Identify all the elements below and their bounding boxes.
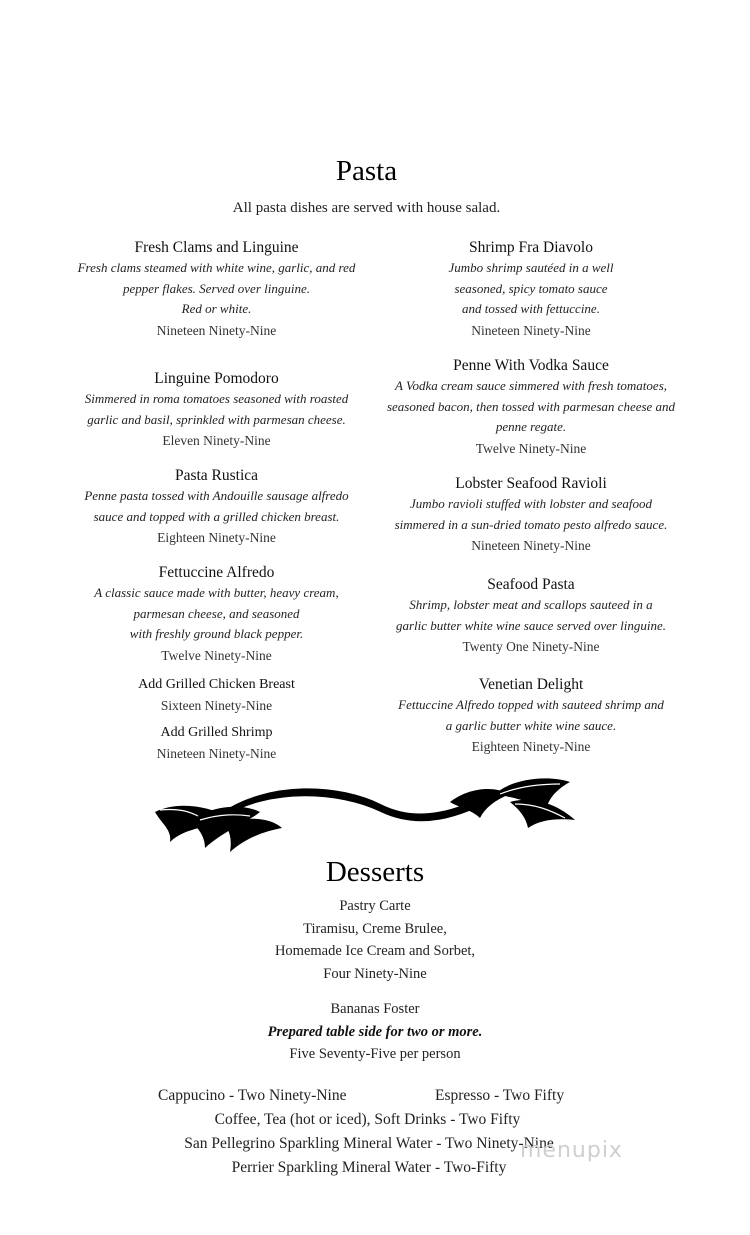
item-price: Nineteen Ninety-Nine [156, 746, 277, 761]
dessert-price: Four Ninety-Nine [323, 965, 427, 982]
item-price: Twelve Ninety-Nine [161, 647, 272, 663]
menu-item [376, 473, 686, 556]
pasta-title: Pasta [335, 155, 398, 187]
item-description: Jumbo shrimp sautéed in a well seasoned, spicy tomato sauce and tossed with fettuccine. [448, 260, 614, 316]
item-name: Shrimp Fra Diavolo [469, 239, 593, 256]
menu-item [376, 674, 686, 757]
dessert-line: Tiramisu, Creme Brulee, [303, 920, 447, 937]
dessert-name: Bananas Foster [330, 1001, 420, 1017]
item-price: Nineteen Ninety-Nine [156, 322, 277, 338]
pasta-right-column [376, 0, 686, 780]
bananas-foster-block [0, 998, 750, 1066]
dessert-line: Homemade Ice Cream and Sorbet, [274, 943, 476, 959]
pastry-carte-block [0, 895, 750, 985]
item-price: Nineteen Ninety-Nine [471, 322, 591, 338]
dessert-price: Five Seventy-Five per person [289, 1046, 461, 1062]
item-price: Eighteen Ninety-Nine [157, 530, 276, 545]
item-description: Penne pasta tossed with Andouille sausage alfredo sauce and topped with a grilled chicken breast. [84, 488, 349, 524]
item-price: Nineteen Ninety-Nine [471, 538, 591, 553]
item-name: Fresh Clams and Linguine [134, 239, 299, 256]
menu-item [60, 368, 373, 451]
beverage-coffee: Coffee, Tea (hot or iced), Soft Drinks - Two Fifty [214, 1111, 521, 1128]
item-description: Shrimp, lobster meat and scallops sauteed in a garlic butter white wine sauce served over linguine. [395, 597, 667, 633]
item-description: Simmered in roma tomatoes seasoned with roasted garlic and basil, sprinkled with parmesan cheese. [84, 391, 349, 427]
item-name: Pasta Rustica [174, 467, 259, 484]
menu-item [60, 237, 373, 341]
item-name: Linguine Pomodoro [154, 370, 279, 387]
menu-item [376, 237, 686, 341]
dessert-note: Prepared table side for two or more. [267, 1023, 483, 1040]
item-price: Twenty One Ninety-Nine [462, 639, 600, 654]
item-description: Fettuccine Alfredo topped with sauteed shrimp and a garlic butter white wine sauce. [398, 697, 664, 733]
item-description: A Vodka cream sauce simmered with fresh tomatoes, seasoned bacon, then tossed with parmesan cheese and penne regate. [386, 378, 676, 434]
item-description: A classic sauce made with butter, heavy cream, parmesan cheese, and seasoned with freshly ground black pepper. [94, 585, 339, 641]
desserts-title: Desserts [325, 856, 425, 888]
menu-item [376, 355, 686, 459]
item-description: Fresh clams steamed with white wine, garlic, and red pepper flakes. Served over linguine. Red or white. [77, 260, 356, 316]
menu-item [376, 574, 686, 657]
beverage-perrier: Perrier Sparkling Mineral Water - Two-Fifty [231, 1159, 507, 1176]
item-name: Seafood Pasta [487, 576, 575, 593]
item-price: Eleven Ninety-Nine [162, 433, 271, 448]
menu-item [60, 562, 373, 666]
pasta-note: All pasta dishes are served with house salad. [232, 200, 501, 216]
item-name: Add Grilled Shrimp [160, 725, 273, 740]
menu-item [60, 465, 373, 548]
item-price: Twelve Ninety-Nine [475, 440, 587, 456]
menu-item [60, 722, 373, 764]
item-price: Sixteen Ninety-Nine [160, 698, 273, 713]
beverage-pellegrino: San Pellegrino Sparkling Mineral Water - Two Ninety-Nine [184, 1135, 554, 1152]
item-name: Venetian Delight [478, 676, 584, 693]
item-description: Jumbo ravioli stuffed with lobster and seafood simmered in a sun-dried tomato pesto alfredo sauce. [394, 496, 668, 532]
pasta-left-column [60, 0, 373, 780]
dessert-line: Pastry Carte [339, 898, 411, 914]
item-price: Eighteen Ninety-Nine [471, 739, 591, 754]
item-name: Lobster Seafood Ravioli [455, 475, 607, 492]
beverage-cappucino: Cappucino - Two Ninety-Nine [158, 1087, 347, 1104]
item-name: Penne With Vodka Sauce [453, 357, 609, 374]
item-name: Fettuccine Alfredo [158, 564, 275, 581]
menu-item [60, 674, 373, 716]
item-name: Add Grilled Chicken Breast [138, 677, 295, 692]
menupix-watermark: menupix [520, 1138, 623, 1163]
leaf-flourish-divider [150, 772, 580, 860]
beverage-espresso: Espresso - Two Fifty [435, 1087, 565, 1104]
